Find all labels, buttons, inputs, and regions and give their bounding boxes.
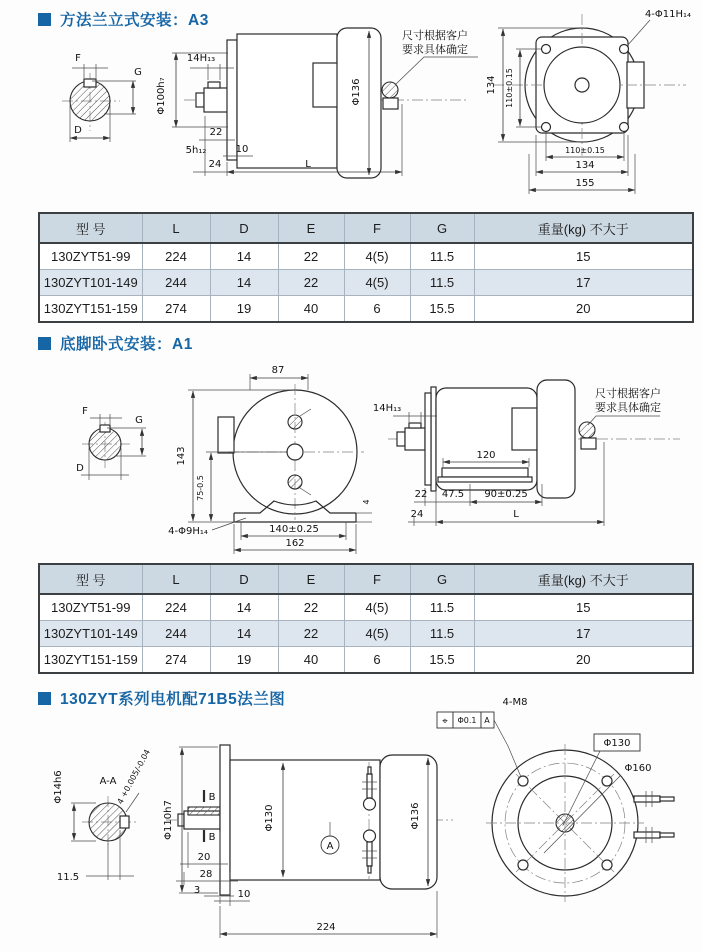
- dim-label-dia130-box: Φ130: [603, 738, 631, 749]
- table-header-row: [39, 213, 693, 243]
- a1-shaft-section-view: [76, 406, 146, 480]
- table-cell: 274: [142, 647, 210, 674]
- table-cell: 11.5: [410, 594, 474, 621]
- table-cell: 130ZYT51-99: [39, 594, 142, 621]
- dim-label-28: 28: [199, 869, 213, 880]
- dim-label-75: 75-0.5: [196, 475, 205, 501]
- dim-label-keyfit: 14H₁₃: [186, 53, 216, 64]
- dim-label-11-5: 11.5: [56, 872, 80, 883]
- table-col-header: 型 号: [39, 213, 142, 243]
- table-cell: 4(5): [344, 270, 410, 296]
- table-cell: 15.5: [410, 647, 474, 674]
- dim-label-f: F: [82, 406, 88, 417]
- table-cell: 274: [142, 296, 210, 323]
- dim-label-10: 10: [235, 144, 249, 155]
- tolerance-position-symbol: ⌖: [442, 716, 448, 727]
- table-col-header: L: [142, 564, 210, 594]
- table-col-header: 重量(kg) 不大于: [474, 564, 693, 594]
- table-col-header: 型 号: [39, 564, 142, 594]
- table-cell: 22: [278, 270, 344, 296]
- datum-a-label: A: [326, 841, 334, 852]
- table-cell: 244: [142, 270, 210, 296]
- table-cell: 40: [278, 647, 344, 674]
- dim-label-g: G: [134, 67, 142, 78]
- section-label: A-A: [99, 776, 117, 787]
- dim-label-22: 22: [209, 127, 223, 138]
- dim-label-pitch-v: 110±0.15: [505, 68, 514, 108]
- dim-label-224: 224: [316, 922, 336, 933]
- table-row: [39, 296, 693, 323]
- table-col-header: D: [210, 564, 278, 594]
- table-cell: 130ZYT101-149: [39, 270, 142, 296]
- dim-label-4m8: 4-M8: [502, 697, 528, 708]
- dim-label-f: F: [75, 53, 81, 64]
- dim-label-shaft-dia: Φ14h6: [53, 770, 64, 804]
- dim-label-162: 162: [285, 538, 305, 549]
- dim-label-5h12: 5h₁₂: [185, 145, 207, 156]
- table-col-header: L: [142, 213, 210, 243]
- dim-label-4: 4: [362, 499, 371, 505]
- table-col-header: F: [344, 213, 410, 243]
- table-cell: 130ZYT101-149: [39, 621, 142, 647]
- dimension-table-a3: [38, 212, 694, 323]
- note-line1: 尺寸根据客户: [595, 387, 661, 400]
- table-cell: 20: [474, 647, 693, 674]
- table-col-header: E: [278, 564, 344, 594]
- b5-flange-front-view: [437, 697, 674, 902]
- table-cell: 22: [278, 594, 344, 621]
- table-cell: 4(5): [344, 621, 410, 647]
- table-cell: 19: [210, 647, 278, 674]
- table-row: [39, 270, 693, 296]
- dim-label-20: 20: [197, 852, 211, 863]
- dim-label-136: Φ136: [410, 802, 421, 830]
- table-cell: 224: [142, 243, 210, 270]
- table-cell: 6: [344, 296, 410, 323]
- table-row: [39, 621, 693, 647]
- table-col-header: G: [410, 564, 474, 594]
- dim-label-pitch-h: 110±0.15: [565, 146, 605, 155]
- a3-flange-front-view: [486, 9, 691, 194]
- table-cell: 4(5): [344, 243, 410, 270]
- drawing-b5-flange: [38, 690, 698, 952]
- table-cell: 14: [210, 243, 278, 270]
- table-cell: 130ZYT151-159: [39, 647, 142, 674]
- dim-label-134v: 134: [486, 75, 497, 95]
- table-cell: 11.5: [410, 243, 474, 270]
- dim-label-foot-holes: 4-Φ9H₁₄: [168, 526, 208, 537]
- dim-label-134b: 134: [575, 160, 595, 171]
- table-col-header: D: [210, 213, 278, 243]
- a1-motor-front-view: [168, 365, 372, 554]
- table-cell: 40: [278, 296, 344, 323]
- table-cell: 14: [210, 621, 278, 647]
- section-title-a1: 底脚卧式安装：A1: [60, 336, 193, 353]
- dim-label-d: D: [74, 125, 82, 136]
- dim-label-130: Φ130: [264, 804, 275, 832]
- table-col-header: E: [278, 213, 344, 243]
- dim-label-24: 24: [208, 159, 222, 170]
- table-cell: 22: [278, 621, 344, 647]
- table-cell: 130ZYT151-159: [39, 296, 142, 323]
- dim-label-key-tol: 4 +0.005/-0.04: [115, 747, 153, 806]
- dimension-table-a1: [38, 563, 694, 674]
- note-line1: 尺寸根据客户: [402, 29, 468, 42]
- dim-label-140: 140±0.25: [269, 524, 319, 535]
- dim-label-22: 22: [414, 489, 428, 500]
- table-cell: 17: [474, 270, 693, 296]
- dim-label-length: L: [513, 509, 519, 520]
- table-col-header: G: [410, 213, 474, 243]
- dim-label-length: L: [305, 159, 311, 170]
- dim-label-flange-holes: 4-Φ11H₁₄: [644, 9, 692, 20]
- dim-label-body-dia: Φ136: [351, 78, 362, 106]
- table-cell: 11.5: [410, 621, 474, 647]
- tolerance-datum: A: [484, 716, 490, 725]
- b5-shaft-section-view: [53, 748, 152, 883]
- dim-label-10: 10: [237, 889, 251, 900]
- section-mark-b-top: B: [208, 792, 216, 803]
- dim-label-d: D: [76, 463, 84, 474]
- note-line2: 要求具体确定: [595, 401, 661, 414]
- tolerance-value: Φ0.1: [457, 716, 477, 725]
- dim-label-120: 120: [476, 450, 496, 461]
- a1-motor-side-view: [373, 380, 680, 526]
- table-row: [39, 647, 693, 674]
- dim-label-87: 87: [271, 365, 285, 376]
- table-cell: 20: [474, 296, 693, 323]
- table-header-row: [39, 564, 693, 594]
- section-mark-b-bottom: B: [208, 832, 216, 843]
- table-cell: 6: [344, 647, 410, 674]
- a3-shaft-section-view: [62, 53, 142, 142]
- dim-label-143: 143: [176, 446, 187, 466]
- table-cell: 19: [210, 296, 278, 323]
- section-title-a3: 方法兰立式安装：A3: [60, 12, 209, 29]
- table-cell: 14: [210, 594, 278, 621]
- table-row: [39, 243, 693, 270]
- drawing-a3-flange-mount: [38, 4, 698, 208]
- b5-motor-side-view: [163, 745, 453, 938]
- dim-label-90: 90±0.25: [484, 489, 528, 500]
- table-cell: 11.5: [410, 270, 474, 296]
- table-cell: 14: [210, 270, 278, 296]
- dim-label-pilot: Φ100h₇: [156, 77, 167, 115]
- dim-label-24: 24: [410, 509, 424, 520]
- table-cell: 224: [142, 594, 210, 621]
- drawing-a1-foot-mount: [38, 330, 698, 560]
- table-cell: 130ZYT51-99: [39, 243, 142, 270]
- dim-label-3: 3: [193, 885, 201, 896]
- table-col-header: F: [344, 564, 410, 594]
- table-cell: 22: [278, 243, 344, 270]
- dim-label-pilot: Φ110h7: [163, 800, 174, 840]
- note-line2: 要求具体确定: [402, 43, 468, 56]
- a3-motor-side-view: [156, 28, 478, 178]
- table-cell: 4(5): [344, 594, 410, 621]
- table-cell: 15: [474, 243, 693, 270]
- table-cell: 15.5: [410, 296, 474, 323]
- dim-label-g: G: [135, 415, 143, 426]
- section-title-b5: 130ZYT系列电机配71B5法兰图: [60, 691, 286, 708]
- table-cell: 244: [142, 621, 210, 647]
- table-cell: 15: [474, 594, 693, 621]
- table-row: [39, 594, 693, 621]
- dim-label-47-5: 47.5: [441, 489, 465, 500]
- dim-label-155: 155: [575, 178, 595, 189]
- table-col-header: 重量(kg) 不大于: [474, 213, 693, 243]
- dim-label-keyfit: 14H₁₃: [372, 403, 402, 414]
- dim-label-dia160: Φ160: [624, 763, 652, 774]
- table-cell: 17: [474, 621, 693, 647]
